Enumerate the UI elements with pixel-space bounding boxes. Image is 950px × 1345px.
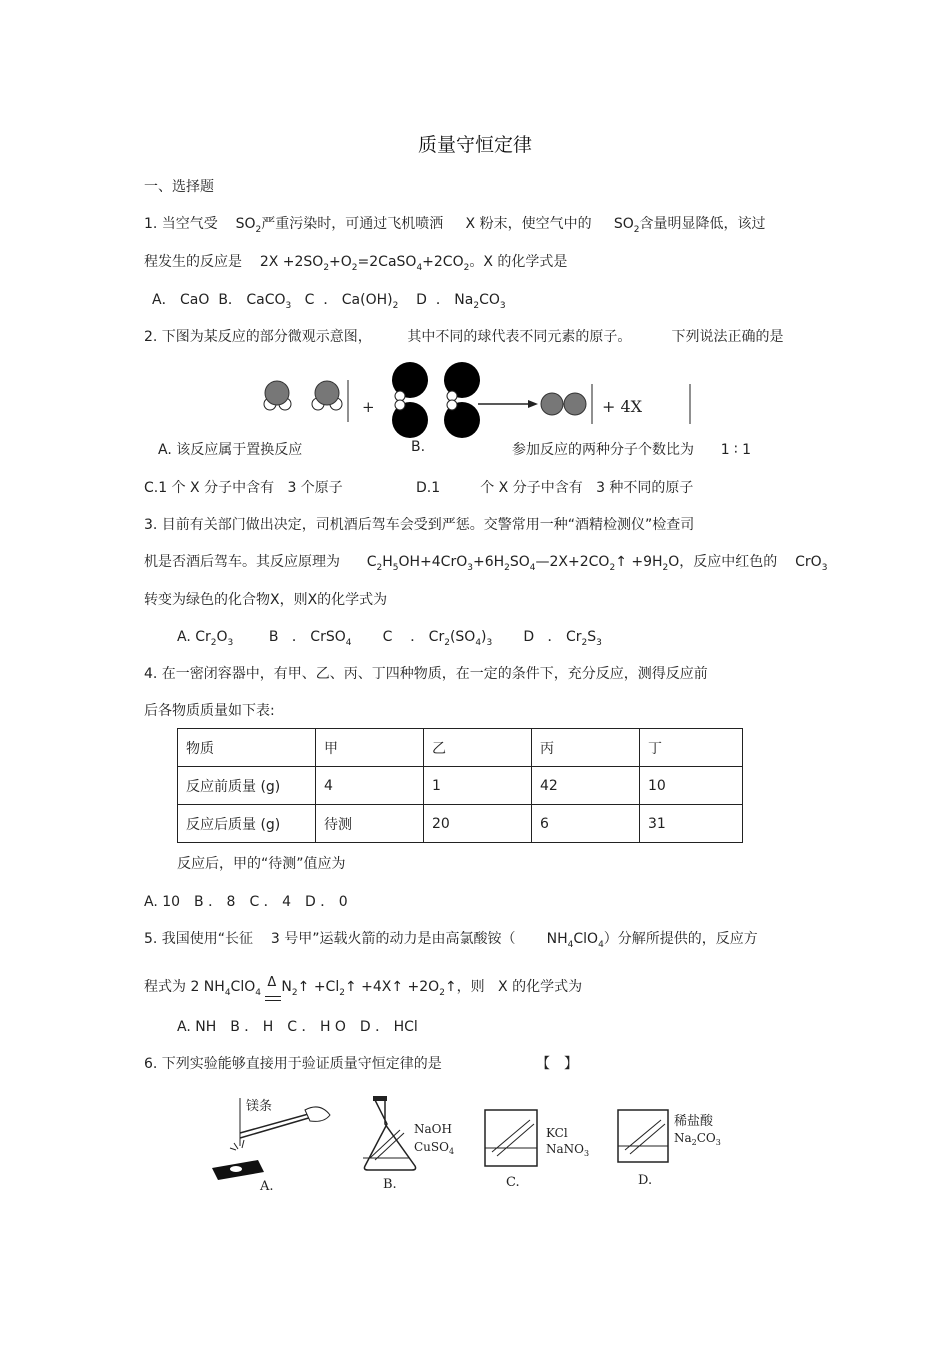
reactant-molecule-1 xyxy=(264,381,291,410)
mass-table xyxy=(177,728,743,843)
figure-c-beaker xyxy=(485,1110,589,1190)
product-4x: + 4X xyxy=(602,397,643,416)
figure-label: CuSO$_4$ xyxy=(414,1140,455,1156)
figure-b-flask xyxy=(363,1096,454,1192)
table-header-cell: 甲 xyxy=(316,729,424,767)
table-cell: 1 xyxy=(424,767,532,805)
table-cell: 反应后质量 (g) xyxy=(178,805,316,843)
q1-options: A． CaO B． CaCO$_3$ C ． $Ca(OH)_2$ D ． $Na_2CO_3$ xyxy=(152,292,506,311)
q6-line1: 6. 下列实验能够直接用于验证质量守恒定律的是 xyxy=(144,1056,442,1072)
reaction-arrow xyxy=(478,400,538,408)
figure-caption: C. xyxy=(506,1175,520,1190)
q4-question: 反应后，甲的“待测”值应为 xyxy=(177,856,346,872)
q3-line2: 机是否酒后驾车。其反应原理为 $C_2H_5OH+4CrO_3+6H_2SO_4—2X+2CO_2↑ +9H_2O$，反应中红色的 CrO$_3$ xyxy=(144,554,828,573)
page-title: 质量守恒定律 xyxy=(417,134,532,156)
q2-option-b-label: B. xyxy=(411,439,426,455)
table-cell: 20 xyxy=(424,805,532,843)
figure-label: KCl xyxy=(546,1126,568,1140)
delta-icon: Δ xyxy=(267,975,277,990)
table-header-cell: 乙 xyxy=(424,729,532,767)
q2-option-d: D.1 个 X 分子中含有 3 种不同的原子 xyxy=(416,480,694,496)
reaction-diagram xyxy=(250,360,710,442)
figure-caption: A. xyxy=(260,1179,274,1194)
figure-label: NaNO$_3$ xyxy=(546,1142,590,1158)
q2-option-a: A. 该反应属于置换反应 xyxy=(158,442,303,458)
table-cell: 6 xyxy=(532,805,640,843)
q2-option-b: 参加反应的两种分子个数比为 1 ∶ 1 xyxy=(512,442,752,458)
table-row xyxy=(178,767,743,805)
table-cell: 4 xyxy=(316,767,424,805)
figure-caption: D. xyxy=(638,1173,653,1188)
plus-sign: + xyxy=(362,398,375,416)
q3-line1: 3. 目前有关部门做出决定，司机酒后驾车会受到严惩。交警常用一种“酒精检测仪”检查司 xyxy=(144,517,695,533)
section-heading: 一、选择题 xyxy=(144,179,214,195)
q2-line1: 2. 下图为某反应的部分微观示意图， 其中不同的球代表不同元素的原子。 下列说法正确的是 xyxy=(144,329,784,345)
table-header-cell: 物质 xyxy=(178,729,316,767)
reactant-molecule-5 xyxy=(392,400,428,438)
table-header-cell: 丙 xyxy=(532,729,640,767)
q4-line1: 4. 在一密闭容器中，有甲、乙、丙、丁四种物质，在一定的条件下，充分反应，测得反应前 xyxy=(144,666,708,682)
reactant-molecule-6 xyxy=(444,400,480,438)
figure-label: $Na_2CO_3$ xyxy=(674,1131,721,1147)
table-cell: 反应前质量 (g) xyxy=(178,767,316,805)
table-header-row xyxy=(178,729,743,767)
q1-line2: 程发生的反应是 $2X +2SO_2+O_2=2CaSO_4+2CO_2$。X 的化学式是 xyxy=(144,254,568,273)
q5-options: A. NH B ． H C ． H O D ． HCl xyxy=(177,1019,418,1035)
figure-label: NaOH xyxy=(414,1122,452,1136)
figure-label: 镁条 xyxy=(246,1099,273,1114)
reactant-molecule-2 xyxy=(312,381,342,410)
q2-option-c: C.1 个 X 分子中含有 3 个原子 xyxy=(144,480,343,496)
table-cell: 31 xyxy=(640,805,743,843)
q4-options: A. 10 B ． 8 C ． 4 D ． 0 xyxy=(144,894,348,910)
q3-options: A. $Cr_2O_3$ B ． CrSO$_4$ C ． $Cr_2(SO_4)_3$ D ． $Cr_2S_3$ xyxy=(177,629,602,648)
q5-line2: 程式为 2 $NH_4ClO_4$ Δ $N_2↑$ $+Cl_2↑$ +4X↑ $+2O_2↑$，则 X 的化学式为 xyxy=(144,976,582,998)
table-cell: 42 xyxy=(532,767,640,805)
q5-line1: 5. 我国使用“长征 3 号甲”运载火箭的动力是由高氯酸铵（ $NH_4ClO_4$）分解所提供的，反应方 xyxy=(144,931,758,950)
figure-d-beaker xyxy=(618,1110,721,1188)
table-header-cell: 丁 xyxy=(640,729,743,767)
reactant-molecule-3 xyxy=(392,362,428,401)
table-cell: 待测 xyxy=(316,805,424,843)
table-row xyxy=(178,805,743,843)
figure-caption: B. xyxy=(383,1177,397,1192)
table-cell: 10 xyxy=(640,767,743,805)
figure-label: 稀盐酸 xyxy=(674,1114,714,1129)
experiment-figures xyxy=(200,1088,740,1196)
q4-line2: 后各物质质量如下表: xyxy=(144,703,275,719)
reactant-molecule-4 xyxy=(444,362,480,401)
q6-answer-bracket: 【 】 xyxy=(536,1056,578,1072)
q1-line1: 1. 当空气受 $SO_2$严重污染时，可通过飞机喷洒 X 粉末，使空气中的 $SO_2$含量明显降低，该过 xyxy=(144,216,766,235)
figure-a-magnesium xyxy=(212,1098,330,1194)
q3-line3: 转变为绿色的化合物X，则X的化学式为 xyxy=(144,592,388,608)
product-molecule xyxy=(541,393,586,415)
